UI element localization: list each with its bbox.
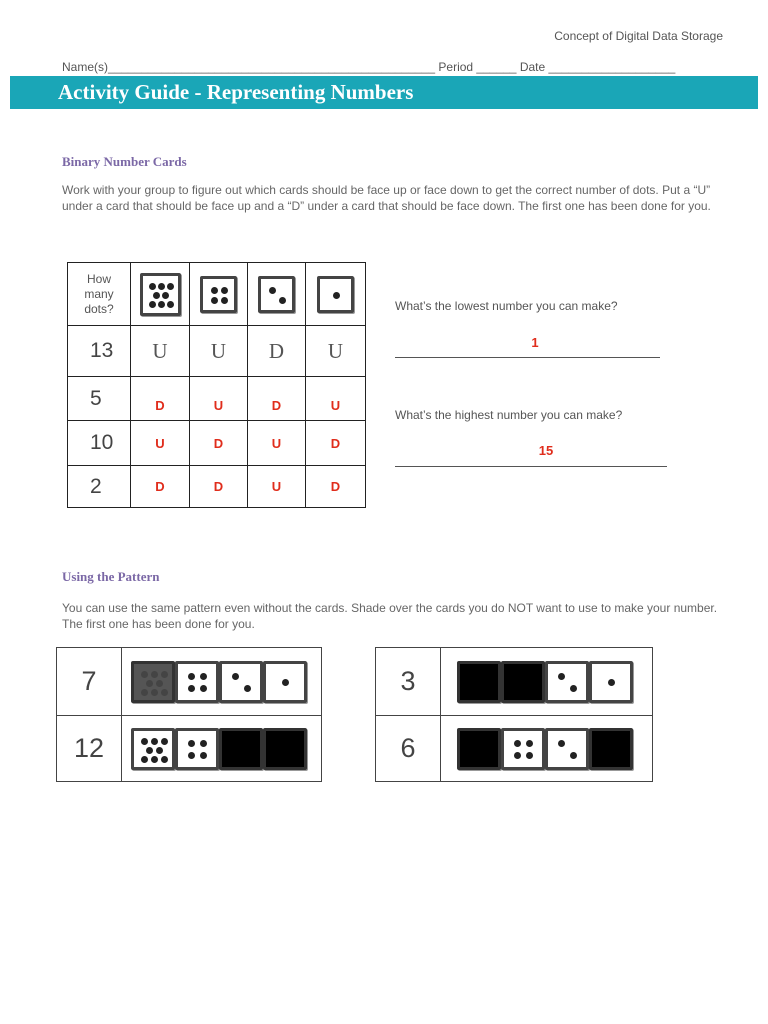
answer-cell[interactable]: U (248, 421, 306, 466)
table-row (376, 648, 653, 716)
pattern-cards[interactable] (122, 716, 322, 782)
date-blank[interactable]: ___________________ (548, 60, 676, 74)
answer-lowest[interactable]: 1 (531, 335, 539, 350)
table-row (376, 716, 653, 782)
question-lowest: What’s the lowest number you can make? (395, 299, 618, 313)
pattern-cards[interactable] (122, 648, 322, 716)
pattern-number: 3 (376, 648, 441, 716)
date-label: Date (519, 60, 546, 74)
answer-cell[interactable]: U (248, 466, 306, 508)
card-one-dot-icon[interactable] (589, 661, 633, 703)
course-name: Concept of Digital Data Storage (554, 29, 723, 43)
pattern-number: 12 (57, 716, 122, 782)
section-instructions-using-pattern: You can use the same pattern even without the cards. Shade over the cards you do NOT want to use to make your number. The first one has been done for you. (62, 601, 718, 631)
page-title: Activity Guide - Representing Numbers (58, 80, 414, 104)
card-one-dot-icon[interactable] (263, 661, 307, 703)
table-row (57, 716, 322, 782)
answer-cell: U (190, 326, 248, 377)
table-row (68, 377, 366, 421)
card-shaded-icon[interactable] (457, 728, 501, 770)
answer-cell[interactable]: D (306, 466, 366, 508)
answer-cell[interactable]: D (190, 466, 248, 508)
row-number: 2 (68, 466, 131, 508)
section-title-binary-cards: Binary Number Cards (62, 154, 187, 169)
card-one-dot-icon (317, 276, 354, 313)
table-row (68, 421, 366, 466)
answer-highest-line (395, 466, 667, 467)
card-four-dots-icon[interactable] (501, 728, 545, 770)
answer-cell: U (131, 326, 190, 377)
answer-cell[interactable]: D (190, 421, 248, 466)
answer-highest[interactable]: 15 (538, 443, 554, 458)
pattern-number: 7 (57, 648, 122, 716)
section-title-using-pattern: Using the Pattern (62, 569, 160, 584)
pattern-table-left (56, 647, 322, 782)
card-header-1 (306, 263, 366, 326)
period-label: Period (438, 60, 474, 74)
table-row (68, 466, 366, 508)
pattern-cards[interactable] (441, 716, 653, 782)
card-two-dots-icon[interactable] (219, 661, 263, 703)
section-instructions-binary-cards: Work with your group to figure out which cards should be face up or face down to get the correct number of dots. Put a “U” under a card that should be face up and a “D” under a card that should be face down. The first one has been done for you. (62, 183, 711, 213)
card-two-dots-icon[interactable] (545, 728, 589, 770)
card-eight-dots-icon (140, 273, 181, 316)
answer-cell[interactable]: D (131, 466, 190, 508)
answer-cell[interactable]: D (306, 421, 366, 466)
answer-cell: U (306, 326, 366, 377)
card-shaded-icon[interactable] (501, 661, 545, 703)
card-two-dots-icon (258, 276, 295, 313)
row-number: 5 (68, 377, 131, 421)
answer-cell[interactable]: U (306, 377, 366, 421)
card-eight-dots-icon[interactable] (131, 728, 175, 770)
how-many-dots-label: How many dots? (84, 271, 114, 316)
title-banner (10, 76, 758, 109)
card-shaded-icon[interactable] (219, 728, 263, 770)
card-header-8 (131, 263, 190, 326)
how-many-dots-header (68, 263, 131, 326)
card-eight-dots-shaded-icon[interactable] (131, 661, 175, 703)
answer-cell[interactable]: D (248, 377, 306, 421)
pattern-cards[interactable] (441, 648, 653, 716)
card-shaded-icon[interactable] (263, 728, 307, 770)
name-blank[interactable]: _________________________________________________ (108, 60, 436, 74)
table-row (57, 648, 322, 716)
table-row (68, 326, 366, 377)
answer-cell[interactable]: U (131, 421, 190, 466)
period-blank[interactable]: ______ (476, 60, 517, 74)
pattern-table-right (375, 647, 653, 782)
name-label: Name(s) (62, 60, 109, 74)
answer-lowest-line (395, 357, 660, 358)
row-number: 13 (68, 326, 131, 377)
answer-cell[interactable]: U (190, 377, 248, 421)
question-highest: What’s the highest number you can make? (395, 408, 623, 422)
card-four-dots-icon[interactable] (175, 728, 219, 770)
card-four-dots-icon[interactable] (175, 661, 219, 703)
card-four-dots-icon (200, 276, 237, 313)
answer-cell: D (248, 326, 306, 377)
card-shaded-icon[interactable] (589, 728, 633, 770)
answer-cell[interactable]: D (131, 377, 190, 421)
pattern-number: 6 (376, 716, 441, 782)
name-period-date-line (62, 60, 762, 74)
binary-cards-table (67, 262, 366, 508)
card-header-2 (248, 263, 306, 326)
card-two-dots-icon[interactable] (545, 661, 589, 703)
card-shaded-icon[interactable] (457, 661, 501, 703)
row-number: 10 (68, 421, 131, 466)
card-header-4 (190, 263, 248, 326)
